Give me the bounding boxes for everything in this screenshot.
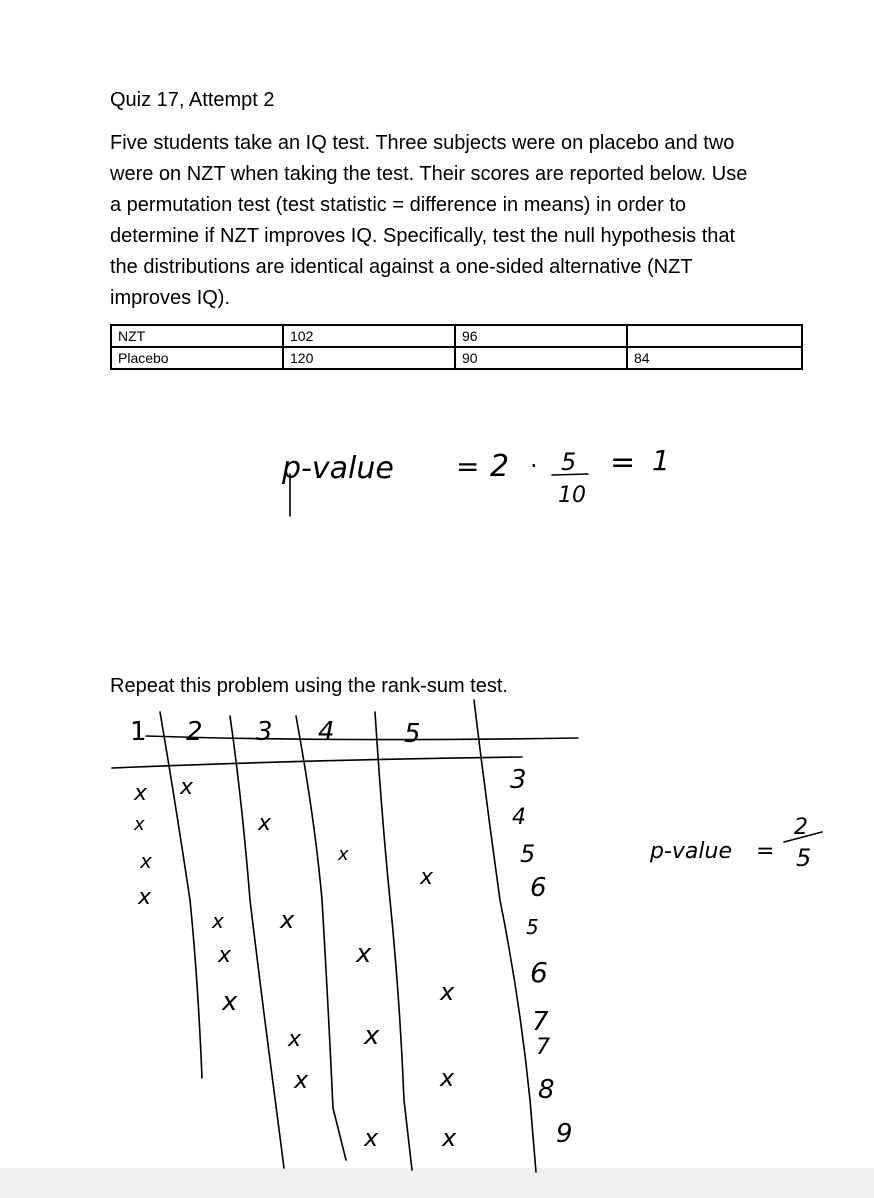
permutation-pvalue-answer xyxy=(281,444,670,516)
mark-x: x xyxy=(140,849,152,873)
mark-x: x xyxy=(364,1124,379,1152)
quiz-title: Quiz 17, Attempt 2 xyxy=(110,89,275,111)
problem-line: Five students take an IQ test. Three subjects were on placebo and two xyxy=(110,132,735,154)
table-cell: 102 xyxy=(283,325,455,347)
fraction-denominator: 5 xyxy=(796,844,812,872)
multiply-dot: · xyxy=(530,452,538,480)
rank-sum: 7 xyxy=(536,1035,550,1060)
rank-sum: 7 xyxy=(532,1007,549,1037)
mark-x: x xyxy=(356,939,372,969)
mark-x: x xyxy=(222,987,238,1017)
mark-x: x xyxy=(138,885,152,910)
rank-sum: 9 xyxy=(556,1119,573,1149)
rank-header: 3 xyxy=(256,717,273,747)
mark-x: x xyxy=(440,1064,455,1092)
pvalue-label: p-value xyxy=(650,839,732,864)
fraction-numerator: 5 xyxy=(561,448,577,476)
rank-sum: 6 xyxy=(530,956,548,989)
equals-sign: = xyxy=(610,445,636,480)
rank-sum: 6 xyxy=(530,873,547,903)
fraction-numerator: 2 xyxy=(794,815,808,840)
rank-sum: 4 xyxy=(512,805,526,830)
rank-header: 5 xyxy=(404,719,421,749)
mark-x: x xyxy=(440,978,455,1006)
mark-x: x xyxy=(180,775,194,800)
rank-sum: 8 xyxy=(538,1075,555,1105)
pvalue-label: p-value xyxy=(282,451,394,486)
mark-x: x xyxy=(288,1027,302,1052)
mark-x: x xyxy=(258,811,272,836)
mark-x: x xyxy=(364,1021,380,1051)
column-line xyxy=(230,716,284,1168)
table-cell: 96 xyxy=(455,325,627,347)
rank-marks xyxy=(133,775,457,1152)
problem-line: the distributions are identical against a one-sided alternative (NZT xyxy=(110,256,693,278)
mark-x: x xyxy=(442,1124,457,1152)
equals-sign: = xyxy=(756,839,775,864)
divider-line xyxy=(112,757,522,768)
factor-two: 2 xyxy=(490,449,510,484)
table-cell: 84 xyxy=(627,347,802,369)
rank-sum: 3 xyxy=(510,765,527,795)
table-cell: 90 xyxy=(455,347,627,369)
problem-line: determine if NZT improves IQ. Specifically, test the null hypothesis that xyxy=(110,225,736,247)
ranksum-pvalue-answer xyxy=(649,815,822,872)
problem-line: a permutation test (test statistic = difference in means) in order to xyxy=(110,194,687,216)
rank-header: 4 xyxy=(318,717,335,747)
problem-line: improves IQ). xyxy=(110,287,231,309)
rank-sum: 5 xyxy=(526,915,539,939)
mark-x: x xyxy=(294,1066,309,1094)
result-one: 1 xyxy=(652,444,670,477)
header-line xyxy=(146,736,578,740)
rank-sums-column xyxy=(510,765,573,1149)
rank-header: 2 xyxy=(186,717,203,747)
mark-x: x xyxy=(134,814,145,835)
mark-x: x xyxy=(338,844,349,865)
equals-sign: = xyxy=(456,450,480,483)
mark-x: x xyxy=(134,781,148,806)
problem-line: were on NZT when taking the test. Their scores are reported below. Use xyxy=(110,163,748,185)
mark-x: x xyxy=(420,865,434,890)
column-line xyxy=(160,712,202,1078)
rank-sum: 5 xyxy=(520,840,536,868)
rank-sum-prompt: Repeat this problem using the rank-sum test. xyxy=(110,675,508,697)
mark-x: x xyxy=(212,909,224,933)
row-label-placebo: Placebo xyxy=(111,347,283,369)
table-cell: 120 xyxy=(283,347,455,369)
column-line xyxy=(375,712,412,1170)
rank-header: 1 xyxy=(130,717,147,747)
fraction-bar xyxy=(552,474,588,475)
rank-sum-grid xyxy=(112,700,578,1172)
row-label-nzt: NZT xyxy=(111,325,283,347)
mark-x: x xyxy=(218,943,232,968)
mark-x: x xyxy=(280,906,295,934)
fraction-denominator: 10 xyxy=(558,483,586,508)
